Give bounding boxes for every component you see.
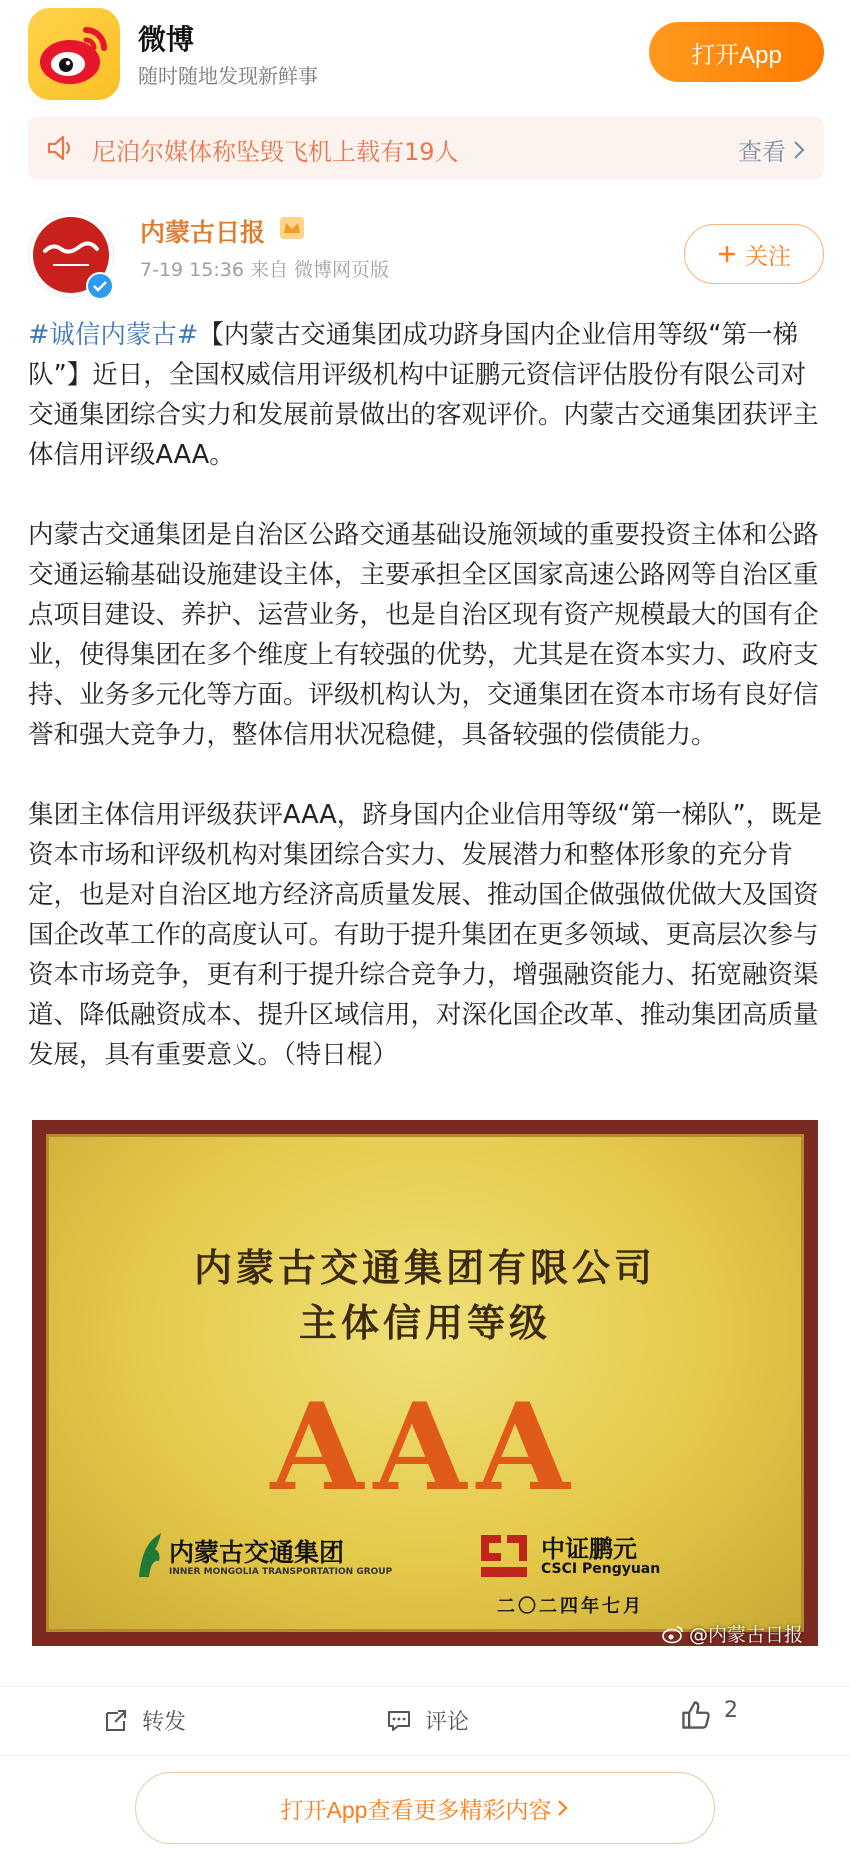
issuer-org-name: 内蒙古交通集团 [169, 1538, 345, 1567]
certificate-plaque [46, 1134, 804, 1632]
certificate-title-line2: 主体信用等级 [298, 1300, 551, 1345]
like-button[interactable] [680, 1699, 738, 1731]
post-body [28, 315, 824, 1115]
weibo-logo-icon[interactable] [28, 8, 120, 100]
watermark-text: @内蒙古日报 [689, 1624, 804, 1646]
action-bar [0, 1686, 850, 1756]
certificate-title-line1: 内蒙古交通集团有限公司 [193, 1245, 656, 1290]
crown-icon [276, 211, 308, 243]
post-meta: 7-19 15:36 来自 微博网页版 [140, 259, 389, 281]
chevron-right-icon [792, 139, 806, 161]
thumbs-up-icon [680, 1699, 712, 1731]
bottom-cta-label: 打开App查看更多精彩内容 [280, 1796, 552, 1823]
notice-view-link[interactable] [738, 132, 806, 167]
issuer-org-english: INNER MONGOLIA TRANSPORTATION GROUP [169, 1567, 393, 1577]
certificate-grade: AAA [270, 1377, 580, 1518]
image-watermark [662, 1620, 803, 1647]
horse-logo-icon [133, 1529, 167, 1579]
repost-label: 转发 [142, 1710, 187, 1735]
paragraph-1-text: 【内蒙古交通集团成功跻身国内企业信用等级“第一梯队”】近日，全国权威信用评级机构中证鹏元资信评估股份有限公司对交通集团综合实力和发展前景做出的客观评价。内蒙古交通集团获评主体信用评级AAA。 [28, 320, 819, 470]
paragraph-1 [28, 315, 824, 475]
app-name: 微博 [138, 23, 195, 56]
comment-icon [385, 1707, 413, 1735]
app-slogan: 随时随地发现新鲜事 [138, 64, 318, 88]
certificate-image[interactable] [32, 1120, 818, 1646]
paragraph-3: 集团主体信用评级获评AAA，跻身国内企业信用等级“第一梯队”，既是资本市场和评级机构对集团综合实力、发展潜力和整体形象的充分肯定，也是对自治区地方经济高质量发展、推动国企做强做优做大及国资国企改革工作的高度认可。有助于提升集团在更多领域、更高层次参与资本市场竞争，更有利于提升综合竞争力，增强融资能力、拓宽融资渠道、降低融资成本、提升区域信用，对深化国企改革、推动集团高质量发展，具有重要意义。（特日棍） [28, 800, 823, 1070]
notice-view-label: 查看 [738, 138, 786, 166]
plus-icon [717, 244, 737, 264]
app-header [0, 0, 850, 115]
verified-badge-icon [86, 272, 114, 300]
open-app-button[interactable]: 打开App [649, 22, 824, 82]
notice-text: 尼泊尔媒体称坠毁飞机上载有19人 [92, 138, 459, 166]
speaker-icon [44, 131, 78, 165]
chevron-right-icon [557, 1798, 569, 1818]
follow-label: 关注 [745, 242, 791, 269]
hot-notice-bar[interactable] [28, 117, 824, 179]
rating-agency-english: CSCI Pengyuan [541, 1561, 661, 1577]
comment-button[interactable] [385, 1705, 469, 1736]
weibo-mini-icon [662, 1624, 684, 1644]
paragraph-2: 内蒙古交通集团是自治区公路交通基础设施领域的重要投资主体和公路交通运输基础设施建设主体，主要承担全区国家高速公路网等自治区重点项目建设、养护、运营业务，也是自治区现有资产规模最大的国有企业，使得集团在多个维度上有较强的优势，尤其是在资本实力、政府支持、业务多元化等方面。评级机构认为，交通集团在资本市场有良好信誉和强大竞争力，整体信用状况稳健，具备较强的偿债能力。 [28, 520, 819, 750]
follow-button[interactable] [684, 224, 824, 284]
repost-icon [102, 1707, 130, 1735]
open-app-more-content-button[interactable] [135, 1772, 715, 1844]
author-name[interactable]: 内蒙古日报 [140, 218, 266, 247]
topic-link[interactable]: #诚信内蒙古# [28, 320, 199, 350]
csci-logo-icon [477, 1529, 531, 1583]
comment-label: 评论 [425, 1710, 470, 1735]
rating-agency-name: 中证鹏元 [541, 1535, 637, 1563]
repost-button[interactable] [102, 1705, 186, 1736]
like-count: 2 [724, 1697, 738, 1723]
certificate-date: 二〇二四年七月 [497, 1596, 644, 1617]
